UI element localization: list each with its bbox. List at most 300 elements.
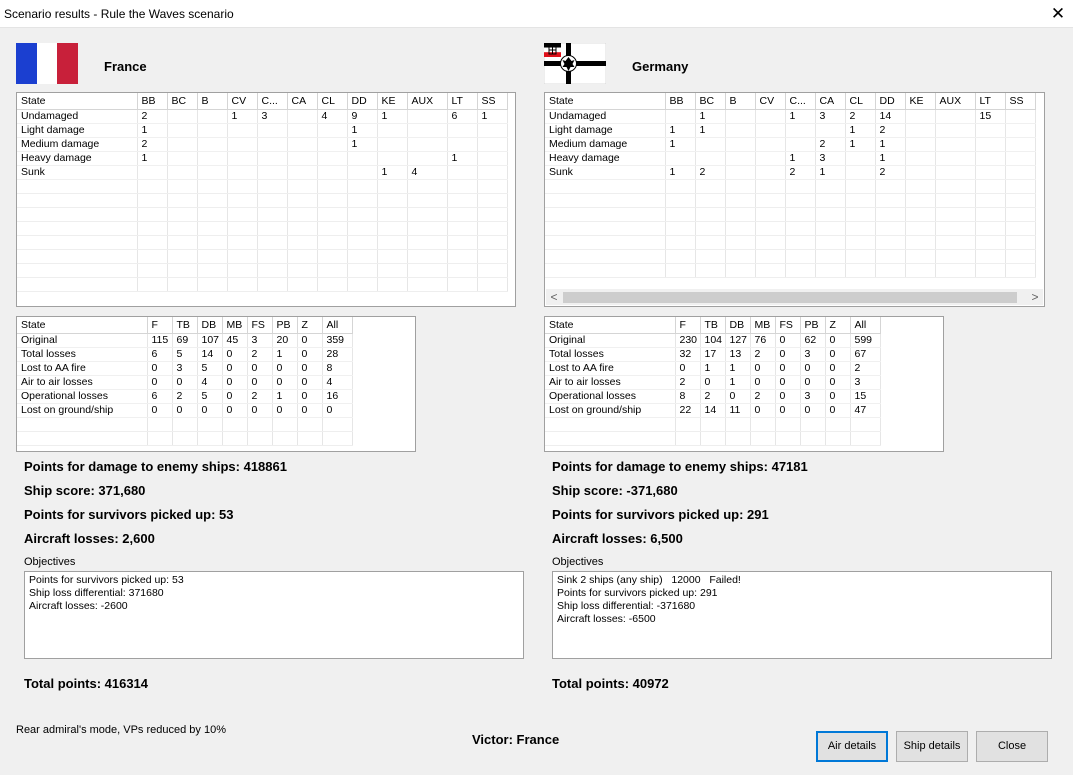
- germany-ship-cell: [975, 123, 1005, 137]
- germany-ship-column-header[interactable]: C...: [785, 93, 815, 109]
- france-air-column-header[interactable]: All: [322, 317, 352, 333]
- germany-ship-row: [545, 109, 1035, 123]
- germany-ship-cell: [785, 263, 815, 277]
- germany-ship-cell: 2: [875, 165, 905, 179]
- france-ship-cell: [227, 221, 257, 235]
- france-air-row: [17, 347, 380, 361]
- germany-ship-cell: [935, 263, 975, 277]
- france-ship-cell: [197, 109, 227, 123]
- germany-air-cell: 14: [700, 403, 725, 417]
- germany-ship-table[interactable]: [544, 92, 1045, 307]
- france-ship-row: [17, 263, 507, 277]
- france-ship-column-header[interactable]: KE: [377, 93, 407, 109]
- france-ship-column-header[interactable]: State: [17, 93, 137, 109]
- france-ship-cell: [447, 193, 477, 207]
- france-ship-cell: [287, 277, 317, 291]
- scroll-left-icon[interactable]: <: [550, 290, 558, 304]
- germany-air-cell: 2: [700, 389, 725, 403]
- france-ship-row: [17, 137, 507, 151]
- germany-ship-cell: [785, 249, 815, 263]
- germany-air-cell: 0: [775, 403, 800, 417]
- france-ship-cell: [317, 137, 347, 151]
- france-ship-cell: [167, 277, 197, 291]
- france-ship-column-header[interactable]: BB: [137, 93, 167, 109]
- germany-air-cell: 11: [725, 403, 750, 417]
- scroll-right-icon[interactable]: >: [1031, 290, 1039, 304]
- france-ship-cell: [447, 249, 477, 263]
- germany-ship-cell: [935, 137, 975, 151]
- france-ship-cell: [227, 235, 257, 249]
- germany-ship-row: [545, 179, 1035, 193]
- france-ship-cell: [197, 179, 227, 193]
- germany-air-cell: 0: [775, 361, 800, 375]
- france-air-cell: [322, 417, 352, 431]
- france-ship-cell: Medium damage: [17, 137, 137, 151]
- germany-air-cell: 1: [725, 375, 750, 389]
- france-points-damage: Points for damage to enemy ships: 418861: [24, 459, 287, 474]
- france-air-cell: 3: [172, 361, 197, 375]
- france-air-cell: 6: [147, 389, 172, 403]
- germany-ship-cell: [935, 123, 975, 137]
- france-total-points: Total points: 416314: [24, 676, 149, 691]
- france-ship-cell: [447, 207, 477, 221]
- germany-ship-row: [545, 235, 1035, 249]
- france-air-cell: [297, 417, 322, 431]
- france-ship-row: [17, 249, 507, 263]
- germany-ship-cell: Light damage: [545, 123, 665, 137]
- mode-note: Rear admiral's mode, VPs reduced by 10%: [16, 724, 226, 736]
- france-air-cell: 0: [297, 333, 322, 347]
- germany-ship-cell: [845, 263, 875, 277]
- france-objectives-box[interactable]: [24, 571, 524, 659]
- germany-ship-cell: [725, 207, 755, 221]
- france-ship-cell: [257, 179, 287, 193]
- scroll-thumb[interactable]: [563, 292, 1017, 303]
- germany-air-cell: [850, 431, 880, 445]
- germany-ship-column-header[interactable]: CA: [815, 93, 845, 109]
- germany-ship-column-header[interactable]: BC: [695, 93, 725, 109]
- france-air-cell: 8: [322, 361, 352, 375]
- france-ship-cell: Sunk: [17, 165, 137, 179]
- germany-ship-cell: [755, 263, 785, 277]
- france-air-cell: 0: [297, 347, 322, 361]
- germany-ship-cell: [935, 151, 975, 165]
- france-ship-cell: 2: [137, 109, 167, 123]
- germany-ship-cell: [815, 235, 845, 249]
- germany-air-cell: [545, 431, 675, 445]
- france-ship-column-header[interactable]: DD: [347, 93, 377, 109]
- france-ship-cell: [477, 277, 507, 291]
- france-ship-cell: 1: [347, 123, 377, 137]
- france-ship-cell: [477, 193, 507, 207]
- france-air-row: [17, 361, 380, 375]
- france-ship-cell: [317, 235, 347, 249]
- france-air-row: [17, 389, 380, 403]
- france-air-row: [17, 417, 380, 431]
- germany-air-cell: 0: [775, 333, 800, 347]
- france-ship-cell: [287, 193, 317, 207]
- germany-objective-line: Points for survivors picked up: 291: [557, 587, 718, 599]
- germany-air-row: [545, 403, 908, 417]
- france-ship-cell: [477, 207, 507, 221]
- germany-air-column-header[interactable]: MB: [750, 317, 775, 333]
- france-ship-cell: [407, 193, 447, 207]
- germany-ship-cell: [815, 263, 845, 277]
- germany-air-cell: [800, 431, 825, 445]
- france-ship-cell: [197, 249, 227, 263]
- france-ship-column-header[interactable]: AUX: [407, 93, 447, 109]
- france-ship-cell: 1: [447, 151, 477, 165]
- germany-air-column-header[interactable]: TB: [700, 317, 725, 333]
- germany-ship-cell: [785, 235, 815, 249]
- germany-ship-cell: [1005, 249, 1035, 263]
- france-air-cell: 115: [147, 333, 172, 347]
- germany-ship-cell: [905, 193, 935, 207]
- close-button[interactable]: Close: [976, 731, 1048, 762]
- air-details-button[interactable]: Air details: [816, 731, 888, 762]
- france-air-column-header[interactable]: F: [147, 317, 172, 333]
- germany-aircraft-losses: Aircraft losses: 6,500: [552, 531, 683, 546]
- france-air-cell: 4: [197, 375, 222, 389]
- france-aircraft-losses: Aircraft losses: 2,600: [24, 531, 155, 546]
- germany-air-cell: 0: [825, 333, 850, 347]
- france-ship-cell: [347, 277, 377, 291]
- france-ship-cell: [17, 193, 137, 207]
- germany-air-cell: Lost on ground/ship: [545, 403, 675, 417]
- germany-ship-column-header[interactable]: CV: [755, 93, 785, 109]
- germany-ship-column-header[interactable]: LT: [975, 93, 1005, 109]
- germany-ship-cell: Medium damage: [545, 137, 665, 151]
- germany-ship-cell: 1: [785, 151, 815, 165]
- germany-ship-cell: [845, 235, 875, 249]
- france-ship-row: [17, 277, 507, 291]
- germany-ship-cell: [845, 193, 875, 207]
- germany-ship-column-header[interactable]: CL: [845, 93, 875, 109]
- germany-ship-cell: [695, 179, 725, 193]
- germany-air-column-header[interactable]: FS: [775, 317, 800, 333]
- germany-ship-cell: [1005, 137, 1035, 151]
- germany-air-cell: 0: [800, 403, 825, 417]
- germany-ship-cell: [905, 263, 935, 277]
- germany-ship-cell: [545, 263, 665, 277]
- germany-air-cell: 0: [775, 347, 800, 361]
- germany-ship-column-header[interactable]: State: [545, 93, 665, 109]
- germany-ship-cell: [755, 179, 785, 193]
- germany-total-points: Total points: 40972: [552, 676, 669, 691]
- germany-ship-row: [545, 249, 1035, 263]
- germany-air-cell: [700, 431, 725, 445]
- germany-air-cell: Operational losses: [545, 389, 675, 403]
- france-ship-cell: [167, 137, 197, 151]
- germany-ship-column-header[interactable]: AUX: [935, 93, 975, 109]
- france-air-table[interactable]: [16, 316, 416, 452]
- germany-air-cell: 0: [700, 375, 725, 389]
- france-air-cell: 0: [222, 389, 247, 403]
- germany-air-cell: [675, 431, 700, 445]
- germany-air-cell: 0: [750, 375, 775, 389]
- france-ship-column-header[interactable]: CV: [227, 93, 257, 109]
- france-ship-cell: [17, 249, 137, 263]
- germany-ship-cell: [755, 165, 785, 179]
- france-air-cell: 5: [197, 361, 222, 375]
- germany-ship-cell: [725, 193, 755, 207]
- france-ship-cell: [287, 207, 317, 221]
- germany-ship-cell: [1005, 193, 1035, 207]
- france-ship-cell: [227, 165, 257, 179]
- germany-air-row: [545, 375, 908, 389]
- france-ship-cell: [137, 277, 167, 291]
- france-ship-cell: 1: [137, 151, 167, 165]
- france-ship-column-header[interactable]: CL: [317, 93, 347, 109]
- france-ship-cell: [447, 235, 477, 249]
- france-ship-cell: [317, 165, 347, 179]
- germany-ship-cell: [755, 221, 785, 235]
- france-ship-cell: 4: [407, 165, 447, 179]
- france-ship-cell: [477, 263, 507, 277]
- france-ship-cell: Light damage: [17, 123, 137, 137]
- germany-ship-cell: [725, 221, 755, 235]
- germany-ship-cell: [785, 137, 815, 151]
- germany-air-cell: [775, 417, 800, 431]
- france-air-column-header[interactable]: PB: [272, 317, 297, 333]
- germany-ship-cell: [935, 221, 975, 235]
- germany-ship-cell: [785, 193, 815, 207]
- germany-air-cell: 32: [675, 347, 700, 361]
- france-ship-column-header[interactable]: CA: [287, 93, 317, 109]
- germany-ship-cell: 2: [815, 137, 845, 151]
- france-ship-cell: [317, 221, 347, 235]
- germany-ship-cell: [845, 221, 875, 235]
- france-ship-cell: [167, 179, 197, 193]
- germany-ship-cell: 1: [785, 109, 815, 123]
- france-air-cell: 4: [322, 375, 352, 389]
- germany-ship-column-header[interactable]: DD: [875, 93, 905, 109]
- germany-ship-cell: [815, 249, 845, 263]
- france-air-cell: 2: [247, 347, 272, 361]
- germany-air-table[interactable]: [544, 316, 944, 452]
- germany-ship-cell: 2: [845, 109, 875, 123]
- france-ship-cell: [377, 221, 407, 235]
- france-air-cell: Air to air losses: [17, 375, 147, 389]
- france-ship-cell: 1: [377, 109, 407, 123]
- france-ship-cell: [477, 137, 507, 151]
- france-ship-cell: [167, 207, 197, 221]
- france-ship-cell: [477, 221, 507, 235]
- france-air-cell: [222, 431, 247, 445]
- france-ship-cell: [227, 123, 257, 137]
- germany-ship-cell: [695, 207, 725, 221]
- germany-air-row: [545, 333, 908, 347]
- germany-ship-cell: [975, 151, 1005, 165]
- france-air-cell: [222, 417, 247, 431]
- france-ship-cell: [447, 165, 477, 179]
- france-ship-cell: [347, 221, 377, 235]
- france-air-cell: 0: [297, 389, 322, 403]
- germany-air-row: [545, 431, 908, 445]
- germany-ship-cell: [665, 235, 695, 249]
- germany-air-column-header[interactable]: PB: [800, 317, 825, 333]
- france-air-column-header[interactable]: State: [17, 317, 147, 333]
- france-objective-line: Points for survivors picked up: 53: [29, 574, 184, 586]
- germany-ship-row: [545, 123, 1035, 137]
- germany-ship-column-header[interactable]: B: [725, 93, 755, 109]
- germany-ship-cell: [845, 249, 875, 263]
- france-air-column-header[interactable]: DB: [197, 317, 222, 333]
- germany-air-cell: 0: [825, 361, 850, 375]
- france-ship-cell: [317, 179, 347, 193]
- france-ship-column-header[interactable]: C...: [257, 93, 287, 109]
- france-ship-cell: 1: [477, 109, 507, 123]
- germany-ship-cell: [905, 249, 935, 263]
- germany-ship-cell: 1: [845, 137, 875, 151]
- france-air-cell: 107: [197, 333, 222, 347]
- germany-ship-cell: [1005, 235, 1035, 249]
- germany-ship-cell: 1: [815, 165, 845, 179]
- germany-ship-cell: [935, 109, 975, 123]
- germany-air-cell: 0: [825, 375, 850, 389]
- germany-ship-cell: [725, 151, 755, 165]
- germany-ship-cell: [905, 137, 935, 151]
- germany-ship-cell: [935, 193, 975, 207]
- germany-ship-cell: Sunk: [545, 165, 665, 179]
- france-air-row: [17, 403, 380, 417]
- france-ship-cell: [407, 263, 447, 277]
- france-ship-cell: [407, 151, 447, 165]
- france-air-cell: 14: [197, 347, 222, 361]
- germany-ship-cell: 2: [785, 165, 815, 179]
- france-ship-column-header[interactable]: BC: [167, 93, 197, 109]
- germany-ship-cell: [665, 151, 695, 165]
- france-air-cell: [147, 417, 172, 431]
- france-air-cell: 0: [172, 375, 197, 389]
- germany-ship-cell: [755, 123, 785, 137]
- germany-ship-cell: [815, 123, 845, 137]
- germany-ship-column-header[interactable]: KE: [905, 93, 935, 109]
- france-air-cell: [147, 431, 172, 445]
- france-ship-cell: [257, 221, 287, 235]
- germany-air-cell: 127: [725, 333, 750, 347]
- germany-ship-cell: [755, 207, 785, 221]
- germany-ship-cell: [695, 193, 725, 207]
- france-air-cell: 0: [297, 361, 322, 375]
- france-air-cell: 0: [147, 403, 172, 417]
- france-ship-cell: [407, 277, 447, 291]
- germany-ship-cell: [935, 165, 975, 179]
- france-air-cell: 0: [197, 403, 222, 417]
- france-ship-cell: [447, 221, 477, 235]
- france-ship-cell: [407, 179, 447, 193]
- france-air-cell: Original: [17, 333, 147, 347]
- germany-air-column-header[interactable]: State: [545, 317, 675, 333]
- france-ship-column-header[interactable]: B: [197, 93, 227, 109]
- germany-ship-cell: 15: [975, 109, 1005, 123]
- germany-objectives-box[interactable]: [552, 571, 1052, 659]
- germany-ship-cell: [815, 221, 845, 235]
- france-air-cell: 0: [272, 361, 297, 375]
- france-ship-cell: [407, 137, 447, 151]
- france-air-column-header[interactable]: MB: [222, 317, 247, 333]
- france-ship-row: [17, 207, 507, 221]
- france-air-cell: [247, 431, 272, 445]
- france-ship-cell: [477, 123, 507, 137]
- france-ship-column-header[interactable]: SS: [477, 93, 507, 109]
- france-ship-table[interactable]: [16, 92, 516, 307]
- france-air-cell: [322, 431, 352, 445]
- france-air-cell: 0: [172, 403, 197, 417]
- france-ship-cell: [347, 193, 377, 207]
- germany-air-cell: 2: [675, 375, 700, 389]
- germany-air-cell: 599: [850, 333, 880, 347]
- france-air-column-header[interactable]: FS: [247, 317, 272, 333]
- germany-air-column-header[interactable]: DB: [725, 317, 750, 333]
- france-ship-cell: [137, 193, 167, 207]
- germany-ship-cell: [975, 235, 1005, 249]
- france-air-column-header[interactable]: Z: [297, 317, 322, 333]
- ship-details-button[interactable]: Ship details: [896, 731, 968, 762]
- germany-ship-scrollbar[interactable]: [546, 289, 1043, 305]
- france-ship-cell: [377, 207, 407, 221]
- france-ship-row: [17, 221, 507, 235]
- germany-air-cell: [725, 417, 750, 431]
- france-air-cell: [172, 417, 197, 431]
- germany-air-cell: 0: [750, 361, 775, 375]
- germany-air-column-header[interactable]: F: [675, 317, 700, 333]
- france-air-column-header[interactable]: TB: [172, 317, 197, 333]
- germany-air-cell: [545, 417, 675, 431]
- germany-ship-column-header[interactable]: BB: [665, 93, 695, 109]
- germany-ship-cell: [1005, 179, 1035, 193]
- france-ship-cell: [477, 151, 507, 165]
- france-ship-cell: [377, 235, 407, 249]
- germany-ship-cell: 1: [845, 123, 875, 137]
- france-ship-cell: [377, 137, 407, 151]
- germany-air-column-header[interactable]: All: [850, 317, 880, 333]
- germany-ship-cell: [975, 193, 1005, 207]
- france-ship-column-header[interactable]: LT: [447, 93, 477, 109]
- germany-ship-row: [545, 165, 1035, 179]
- germany-ship-row: [545, 263, 1035, 277]
- germany-ship-cell: [1005, 151, 1035, 165]
- france-ship-cell: [447, 179, 477, 193]
- france-ship-cell: [257, 165, 287, 179]
- germany-ship-column-header[interactable]: SS: [1005, 93, 1035, 109]
- france-ship-cell: [287, 109, 317, 123]
- germany-ship-cell: [1005, 165, 1035, 179]
- germany-ship-cell: 3: [815, 109, 845, 123]
- france-ship-cell: [227, 137, 257, 151]
- germany-air-cell: [750, 417, 775, 431]
- germany-ship-cell: [725, 123, 755, 137]
- germany-ship-cell: [905, 165, 935, 179]
- germany-ship-cell: [725, 137, 755, 151]
- france-air-cell: 69: [172, 333, 197, 347]
- france-objectives-label: Objectives: [24, 556, 76, 568]
- france-air-row: [17, 431, 380, 445]
- germany-air-cell: 0: [825, 389, 850, 403]
- france-ship-row: [17, 123, 507, 137]
- france-air-cell: Lost to AA fire: [17, 361, 147, 375]
- france-air-cell: 45: [222, 333, 247, 347]
- germany-air-column-header[interactable]: Z: [825, 317, 850, 333]
- france-ship-cell: [287, 151, 317, 165]
- germany-objective-line: Sink 2 ships (any ship) 12000 Failed!: [557, 574, 741, 586]
- france-air-cell: 0: [222, 375, 247, 389]
- germany-air-row: [545, 389, 908, 403]
- germany-ship-score: Ship score: -371,680: [552, 483, 678, 498]
- window-close-button[interactable]: ✕: [1050, 4, 1066, 23]
- france-ship-cell: [227, 249, 257, 263]
- france-air-cell: 0: [247, 375, 272, 389]
